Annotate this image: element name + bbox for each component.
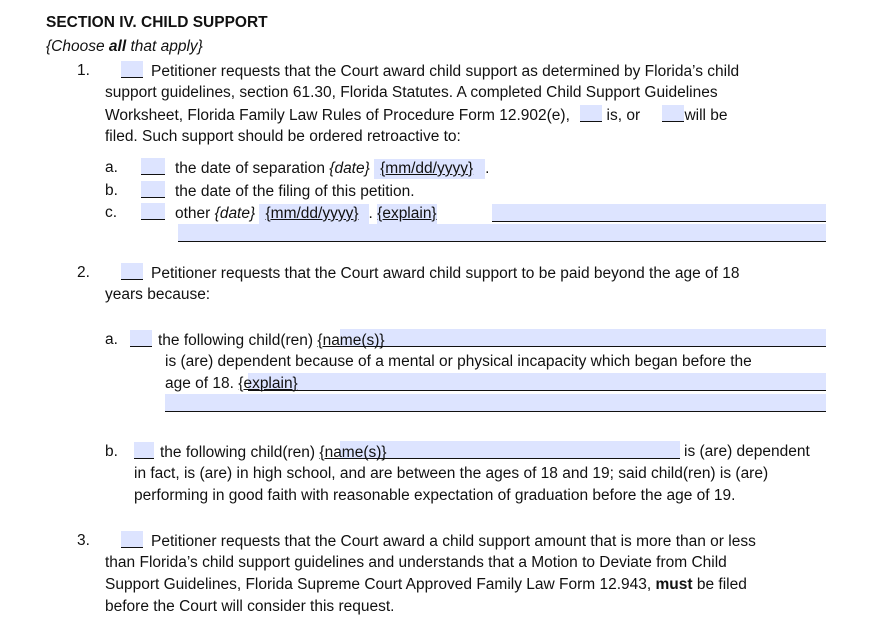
item-2a-checkbox[interactable]: [130, 330, 152, 347]
item-3-line1: Petitioner requests that the Court award a child support amount that is more than or less: [121, 531, 756, 552]
item-3-line3: Support Guidelines, Florida Supreme Court Approved Family Law Form 12.943, must be filed: [105, 576, 747, 593]
item-2a-names-field-bg[interactable]: [340, 329, 826, 347]
item-2b-line2: in fact, is (are) in high school, and are between the ages of 18 and 19; said child(ren) is (are): [134, 465, 769, 482]
item-2a-line1: the following child(ren) {name(s)}: [130, 330, 385, 351]
item-2a-letter: a.: [105, 331, 118, 348]
item-2-line2: years because:: [105, 286, 211, 303]
item-3-number: 3.: [77, 532, 90, 549]
item-1a-checkbox[interactable]: [141, 158, 165, 175]
item-2-number: 2.: [77, 264, 90, 281]
item-1b-checkbox[interactable]: [141, 181, 165, 198]
item-2b-line1-end: is (are) dependent: [684, 443, 810, 460]
section-instruction: {Choose all that apply}: [46, 38, 203, 55]
item-1-line4: filed. Such support should be ordered retroactive to:: [105, 128, 461, 145]
item-3-line2: than Florida’s child support guidelines and understands that a Motion to Deviate from Child: [105, 554, 727, 571]
item-2b-letter: b.: [105, 443, 118, 460]
item-3-line4: before the Court will consider this request.: [105, 598, 395, 615]
item-1b-letter: b.: [105, 182, 118, 199]
worksheet-is-checkbox[interactable]: [580, 105, 602, 122]
item-2-checkbox[interactable]: [121, 263, 143, 280]
item-1a-letter: a.: [105, 159, 118, 176]
item-1a-text: the date of separation {date} {mm/dd/yyyy} .: [141, 158, 489, 179]
item-3-checkbox[interactable]: [121, 531, 143, 548]
item-2b-line3: performing in good faith with reasonable expectation of graduation before the age of 19.: [134, 487, 736, 504]
item-1c-letter: c.: [105, 204, 118, 221]
item-1-line2: support guidelines, section 61.30, Florida Statutes. A completed Child Support Guidelines: [105, 84, 718, 101]
item-2a-explain-field-line2[interactable]: [165, 394, 826, 412]
item-2a-line3: age of 18. {explain}: [165, 375, 298, 392]
item-1-line1: Petitioner requests that the Court award child support as determined by Florida’s child: [121, 61, 739, 82]
item-1c-checkbox[interactable]: [141, 203, 165, 220]
separation-date-field[interactable]: {mm/dd/yyyy}: [374, 159, 485, 179]
item-2a-explain-field-bg[interactable]: [248, 373, 826, 391]
item-2-line1: Petitioner requests that the Court award child support to be paid beyond the age of 18: [121, 263, 740, 284]
item-2b-names-field[interactable]: {name(s)}: [319, 444, 387, 461]
item-2b-names-field-bg[interactable]: [340, 441, 680, 459]
other-date-field[interactable]: {mm/dd/yyyy}: [259, 204, 368, 224]
section-title: SECTION IV. CHILD SUPPORT: [46, 14, 268, 31]
item-2a-line2: is (are) dependent because of a mental or physical incapacity which began before the: [165, 353, 752, 370]
item-1-number: 1.: [77, 62, 90, 79]
item-1-line3: Worksheet, Florida Family Law Rules of Procedure Form 12.902(e), is, or will be: [105, 107, 728, 124]
other-explain-field-line2[interactable]: [178, 224, 826, 242]
worksheet-will-be-checkbox[interactable]: [662, 105, 684, 122]
other-explain-field[interactable]: {explain}: [377, 205, 437, 222]
item-2b-line1: the following child(ren) {name(s)}: [134, 442, 387, 463]
item-1c-text: other {date} {mm/dd/yyyy} . {explain}: [141, 203, 437, 224]
other-explain-field-extension[interactable]: [492, 204, 826, 222]
item-1b-text: the date of the filing of this petition.: [141, 181, 415, 202]
item-2a-explain-field[interactable]: {explain}: [238, 375, 298, 392]
item-2a-names-field[interactable]: {name(s)}: [317, 332, 385, 349]
item-1-checkbox[interactable]: [121, 61, 143, 78]
item-2b-checkbox[interactable]: [134, 442, 154, 459]
